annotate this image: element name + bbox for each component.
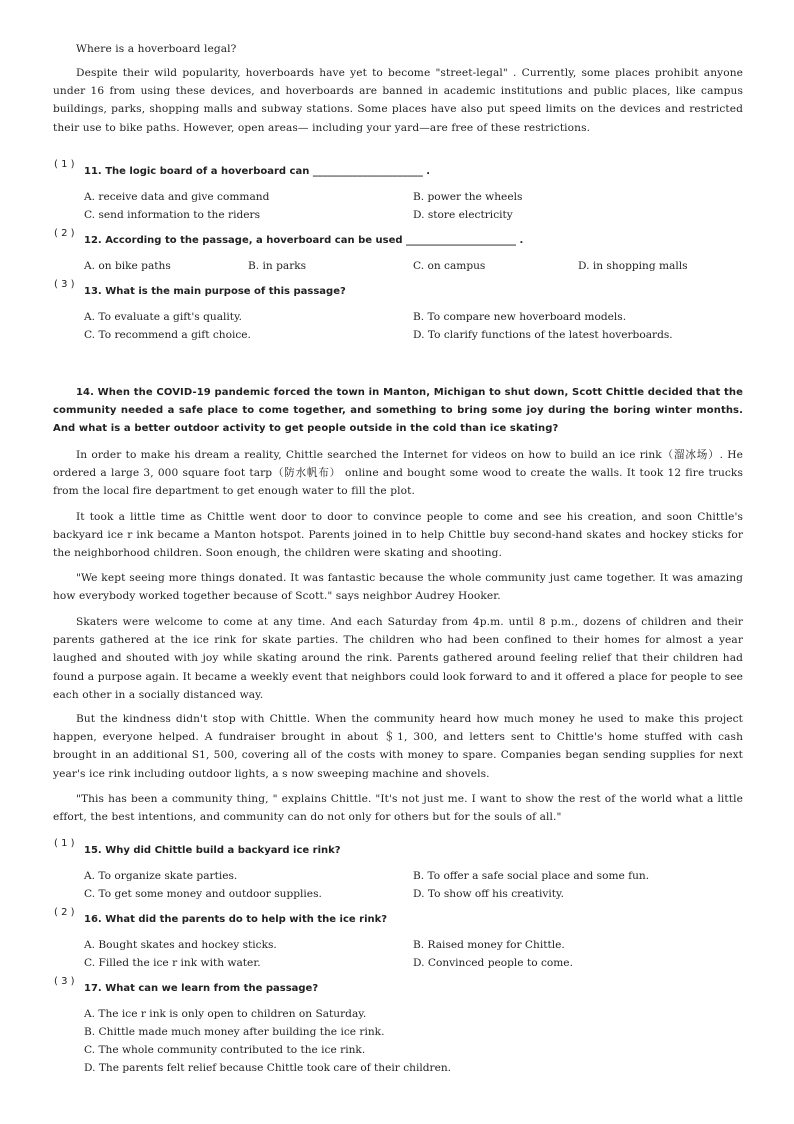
q15-option-c[interactable]: C. To get some money and outdoor supplies. xyxy=(84,888,322,900)
q11-stem: 11. The logic board of a hoverboard can ______________________ . xyxy=(84,166,431,177)
q11-option-c[interactable]: C. send information to the riders xyxy=(84,209,261,221)
q16-stem: 16. What did the parents do to help with the ice rink? xyxy=(84,914,388,925)
q13-stem: 13. What is the main purpose of this passage? xyxy=(84,286,346,297)
q16-option-a[interactable]: A. Bought skates and hockey sticks. xyxy=(84,939,277,951)
q16-option-c[interactable]: C. Filled the ice r ink with water. xyxy=(84,957,261,969)
q17-option-c[interactable]: C. The whole community contributed to the ice rink. xyxy=(84,1044,366,1056)
q12-option-d[interactable]: D. in shopping malls xyxy=(578,260,688,272)
q17-stem: 17. What can we learn from the passage? xyxy=(84,983,319,994)
q15-option-b[interactable]: B. To offer a safe social place and some fun. xyxy=(413,870,650,882)
q11-option-a[interactable]: A. receive data and give command xyxy=(84,191,270,203)
q13-number: ( 3 ) xyxy=(54,279,75,290)
passage2-paragraph-3: "We kept seeing more things donated. It was fantastic because the whole community just came together. It was amazing how everybody worked together because of Scott." says neighbor Audrey Hooker. xyxy=(53,572,743,603)
q17-option-b[interactable]: B. Chittle made much money after building the ice rink. xyxy=(84,1026,385,1038)
q12-stem: 12. According to the passage, a hoverboard can be used ______________________ . xyxy=(84,235,524,246)
q15-option-a[interactable]: A. To organize skate parties. xyxy=(84,870,238,882)
q11-number: ( 1 ) xyxy=(54,159,75,170)
q17-option-a[interactable]: A. The ice r ink is only open to children on Saturday. xyxy=(84,1008,367,1020)
q16-number: ( 2 ) xyxy=(54,907,75,918)
passage1-paragraph: Despite their wild popularity, hoverboards have yet to become "street-legal" . Currently, some places prohibit anyone under 16 from using these devices, and hoverboards are banned in academic institutions and public places, like campus buildings, parks, shopping malls and subway stations. Some places have also put speed limits on the devices and restricted their use to bike paths. However, open areas— including your yard—are free of these restrictions. xyxy=(53,67,743,134)
q12-number: ( 2 ) xyxy=(54,228,75,239)
q11-option-b[interactable]: B. power the wheels xyxy=(413,191,523,203)
passage2-paragraph-6: "This has been a community thing, " explains Chittle. "It's not just me. I want to show the rest of the world what a little effort, the best intentions, and community can do not only for others but for the souls of all." xyxy=(53,793,743,824)
q16-option-d[interactable]: D. Convinced people to come. xyxy=(413,957,573,969)
q15-option-d[interactable]: D. To show off his creativity. xyxy=(413,888,565,900)
q17-number: ( 3 ) xyxy=(54,976,75,987)
passage2-paragraph-5: But the kindness didn't stop with Chittle. When the community heard how much money he used to make this project happen, everyone helped. A fundraiser brought in about ＄1, 300, and letters sent to Chittle's home stuffed with cash brought in an additional S1, 500, covering all of the costs with money to spare. Companies began sending supplies for next year's ice rink including outdoor lights, a s now sweeping machine and shovels. xyxy=(53,713,743,780)
q17-option-d[interactable]: D. The parents felt relief because Chittle took care of their children. xyxy=(84,1062,452,1074)
q13-option-b[interactable]: B. To compare new hoverboard models. xyxy=(413,311,627,323)
passage2-paragraph-1: In order to make his dream a reality, Chittle searched the Internet for videos on how to build an ice rink（溜冰场）. He ordered a large 3, 000 square foot tarp（防水帆布） online and bought some wood to create the walls. It took 12 fire trucks from the local fire department to get enough water to fill the plot. xyxy=(53,449,743,498)
q12-option-a[interactable]: A. on bike paths xyxy=(84,260,171,272)
q16-option-b[interactable]: B. Raised money for Chittle. xyxy=(413,939,565,951)
q13-option-d[interactable]: D. To clarify functions of the latest hoverboards. xyxy=(413,329,673,341)
q15-stem: 15. Why did Chittle build a backyard ice rink? xyxy=(84,845,341,856)
q12-option-c[interactable]: C. on campus xyxy=(413,260,486,272)
passage2-paragraph-2: It took a little time as Chittle went door to door to convince people to come and see his creation, and soon Chittle's backyard ice r ink became a Manton hotspot. Parents joined in to help Chittle buy second-hand skates and hockey sticks for the neighborhood children. Soon enough, the children were skating and shooting. xyxy=(53,511,743,560)
q11-option-d[interactable]: D. store electricity xyxy=(413,209,513,221)
passage1-heading: Where is a hoverboard legal? xyxy=(76,43,237,55)
passage2-intro: 14. When the COVID-19 pandemic forced the town in Manton, Michigan to shut down, Scott Chittle decided that the community needed a safe place to come together, and something to bring some joy during the boring winter months. And what is a better outdoor activity to get people outside in the cold than ice skating? xyxy=(53,387,743,435)
q13-option-a[interactable]: A. To evaluate a gift's quality. xyxy=(84,311,243,323)
q12-option-b[interactable]: B. in parks xyxy=(248,260,307,272)
q15-number: ( 1 ) xyxy=(54,838,75,849)
q13-option-c[interactable]: C. To recommend a gift choice. xyxy=(84,329,251,341)
passage2-paragraph-4: Skaters were welcome to come at any time. And each Saturday from 4p.m. until 8 p.m., dozens of children and their parents gathered at the ice rink for skate parties. The children who had been confined to their homes for almost a year laughed and shouted with joy while skating around the rink. Parents gathered around feeling relief that their children had found a purpose again. It became a weekly event that neighbors could look forward to and it offered a place for people to see each other in a socially distanced way. xyxy=(53,616,743,701)
